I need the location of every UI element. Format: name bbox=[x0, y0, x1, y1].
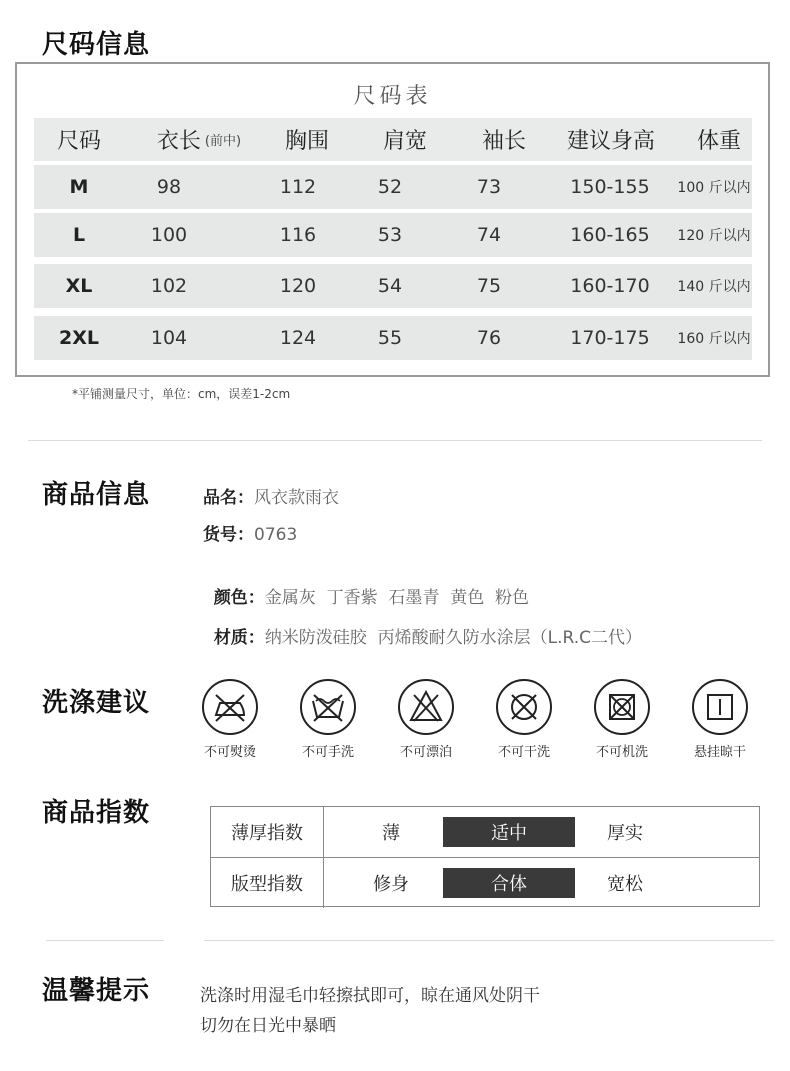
no-machine-wash-icon bbox=[594, 679, 650, 735]
length-cell: 100 bbox=[150, 224, 188, 246]
index-row-thickness bbox=[211, 807, 759, 857]
chest-cell: 120 bbox=[279, 275, 317, 297]
sleeve-cell: 76 bbox=[476, 327, 502, 349]
header-weight: 体重 bbox=[696, 129, 741, 154]
no-dry-clean-icon bbox=[496, 679, 552, 735]
height-cell: 150-155 bbox=[570, 176, 650, 198]
wash-item bbox=[484, 679, 564, 760]
index-option: 厚实 bbox=[607, 823, 643, 844]
washing-title: 洗涤建议 bbox=[42, 688, 151, 718]
header-sleeve: 袖长 bbox=[481, 129, 526, 154]
header-chest: 胸围 bbox=[284, 129, 329, 154]
product-name-line bbox=[203, 483, 339, 508]
product-name-value: 风衣款雨衣 bbox=[254, 488, 339, 508]
index-row-label: 版型指数 bbox=[211, 858, 324, 908]
no-iron-icon bbox=[202, 679, 258, 735]
weight-cell: 160 斤以内 bbox=[677, 331, 751, 347]
weight-cell: 100 斤以内 bbox=[677, 180, 751, 196]
product-sku-label: 货号： bbox=[203, 525, 254, 545]
size-section-title: 尺码信息 bbox=[42, 30, 151, 60]
product-color-value: 金属灰 丁香紫 石墨青 黄色 粉色 bbox=[264, 588, 530, 608]
wash-item bbox=[582, 679, 662, 760]
index-table bbox=[210, 806, 760, 907]
index-option: 宽松 bbox=[607, 874, 643, 895]
wash-label: 悬挂晾干 bbox=[693, 745, 746, 760]
size-table-header bbox=[34, 118, 752, 161]
wash-label: 不可漂泊 bbox=[399, 745, 452, 760]
product-sku-value: 0763 bbox=[254, 525, 298, 545]
height-cell: 160-170 bbox=[570, 275, 650, 297]
tips-line: 洗涤时用湿毛巾轻擦拭即可，晾在通风处阴干 bbox=[200, 986, 540, 1006]
divider bbox=[46, 940, 164, 941]
tips-line: 切勿在日光中暴晒 bbox=[200, 1016, 336, 1036]
wash-label: 不可干洗 bbox=[497, 745, 550, 760]
index-option-selected: 合体 bbox=[443, 868, 575, 898]
product-info-title: 商品信息 bbox=[42, 480, 151, 510]
sleeve-cell: 73 bbox=[476, 176, 502, 198]
size-note: *平铺测量尺寸，单位：cm，误差1-2cm bbox=[72, 387, 291, 401]
size-row bbox=[34, 213, 752, 257]
size-cell: 2XL bbox=[59, 327, 99, 349]
size-cell: L bbox=[72, 224, 86, 246]
header-length bbox=[134, 118, 264, 161]
size-row bbox=[34, 165, 752, 209]
height-cell: 170-175 bbox=[570, 327, 650, 349]
size-table-caption: 尺码表 bbox=[353, 84, 432, 109]
index-row-label: 薄厚指数 bbox=[211, 807, 324, 857]
shoulder-cell: 54 bbox=[377, 275, 403, 297]
weight-cell: 120 斤以内 bbox=[677, 228, 751, 244]
header-length-note: (前中) bbox=[204, 134, 242, 149]
chest-cell: 124 bbox=[279, 327, 317, 349]
wash-item bbox=[190, 679, 270, 760]
weight-cell: 140 斤以内 bbox=[677, 279, 751, 295]
header-size: 尺码 bbox=[56, 129, 101, 154]
header-length-label: 衣长 bbox=[156, 129, 201, 154]
shoulder-cell: 55 bbox=[377, 327, 403, 349]
index-option-selected: 适中 bbox=[443, 817, 575, 847]
header-height: 建议身高 bbox=[566, 129, 655, 154]
size-row bbox=[34, 316, 752, 360]
divider bbox=[28, 440, 762, 441]
product-name-label: 品名： bbox=[203, 488, 254, 508]
size-table bbox=[15, 62, 770, 377]
size-row bbox=[34, 264, 752, 308]
shoulder-cell: 52 bbox=[377, 176, 403, 198]
product-color-label: 颜色： bbox=[213, 588, 265, 608]
chest-cell: 116 bbox=[279, 224, 317, 246]
product-material-line bbox=[203, 603, 642, 648]
length-cell: 102 bbox=[150, 275, 188, 297]
wash-label: 不可手洗 bbox=[301, 745, 354, 760]
wash-label: 不可机洗 bbox=[595, 745, 648, 760]
index-option: 薄 bbox=[382, 823, 400, 844]
product-sku-line bbox=[203, 520, 297, 545]
product-material-value: 纳米防泼硅胶 丙烯酸耐久防水涂层（L.R.C二代） bbox=[264, 628, 642, 648]
hang-dry-icon bbox=[692, 679, 748, 735]
wash-item bbox=[386, 679, 466, 760]
no-bleach-icon bbox=[398, 679, 454, 735]
index-title: 商品指数 bbox=[42, 798, 151, 828]
sleeve-cell: 75 bbox=[476, 275, 502, 297]
wash-item bbox=[288, 679, 368, 760]
tips-title: 温馨提示 bbox=[42, 976, 151, 1006]
length-cell: 98 bbox=[156, 176, 182, 198]
chest-cell: 112 bbox=[279, 176, 317, 198]
header-shoulder: 肩宽 bbox=[382, 129, 427, 154]
shoulder-cell: 53 bbox=[377, 224, 403, 246]
product-material-label: 材质： bbox=[213, 628, 265, 648]
length-cell: 104 bbox=[150, 327, 188, 349]
wash-item bbox=[680, 679, 760, 760]
sleeve-cell: 74 bbox=[476, 224, 502, 246]
wash-label: 不可熨烫 bbox=[203, 745, 256, 760]
no-hand-wash-icon bbox=[300, 679, 356, 735]
index-option: 修身 bbox=[373, 874, 409, 895]
index-row-fit bbox=[211, 857, 759, 908]
divider bbox=[204, 940, 774, 941]
size-cell: M bbox=[69, 176, 89, 198]
height-cell: 160-165 bbox=[570, 224, 650, 246]
size-cell: XL bbox=[65, 275, 93, 297]
product-color-line bbox=[203, 563, 529, 608]
